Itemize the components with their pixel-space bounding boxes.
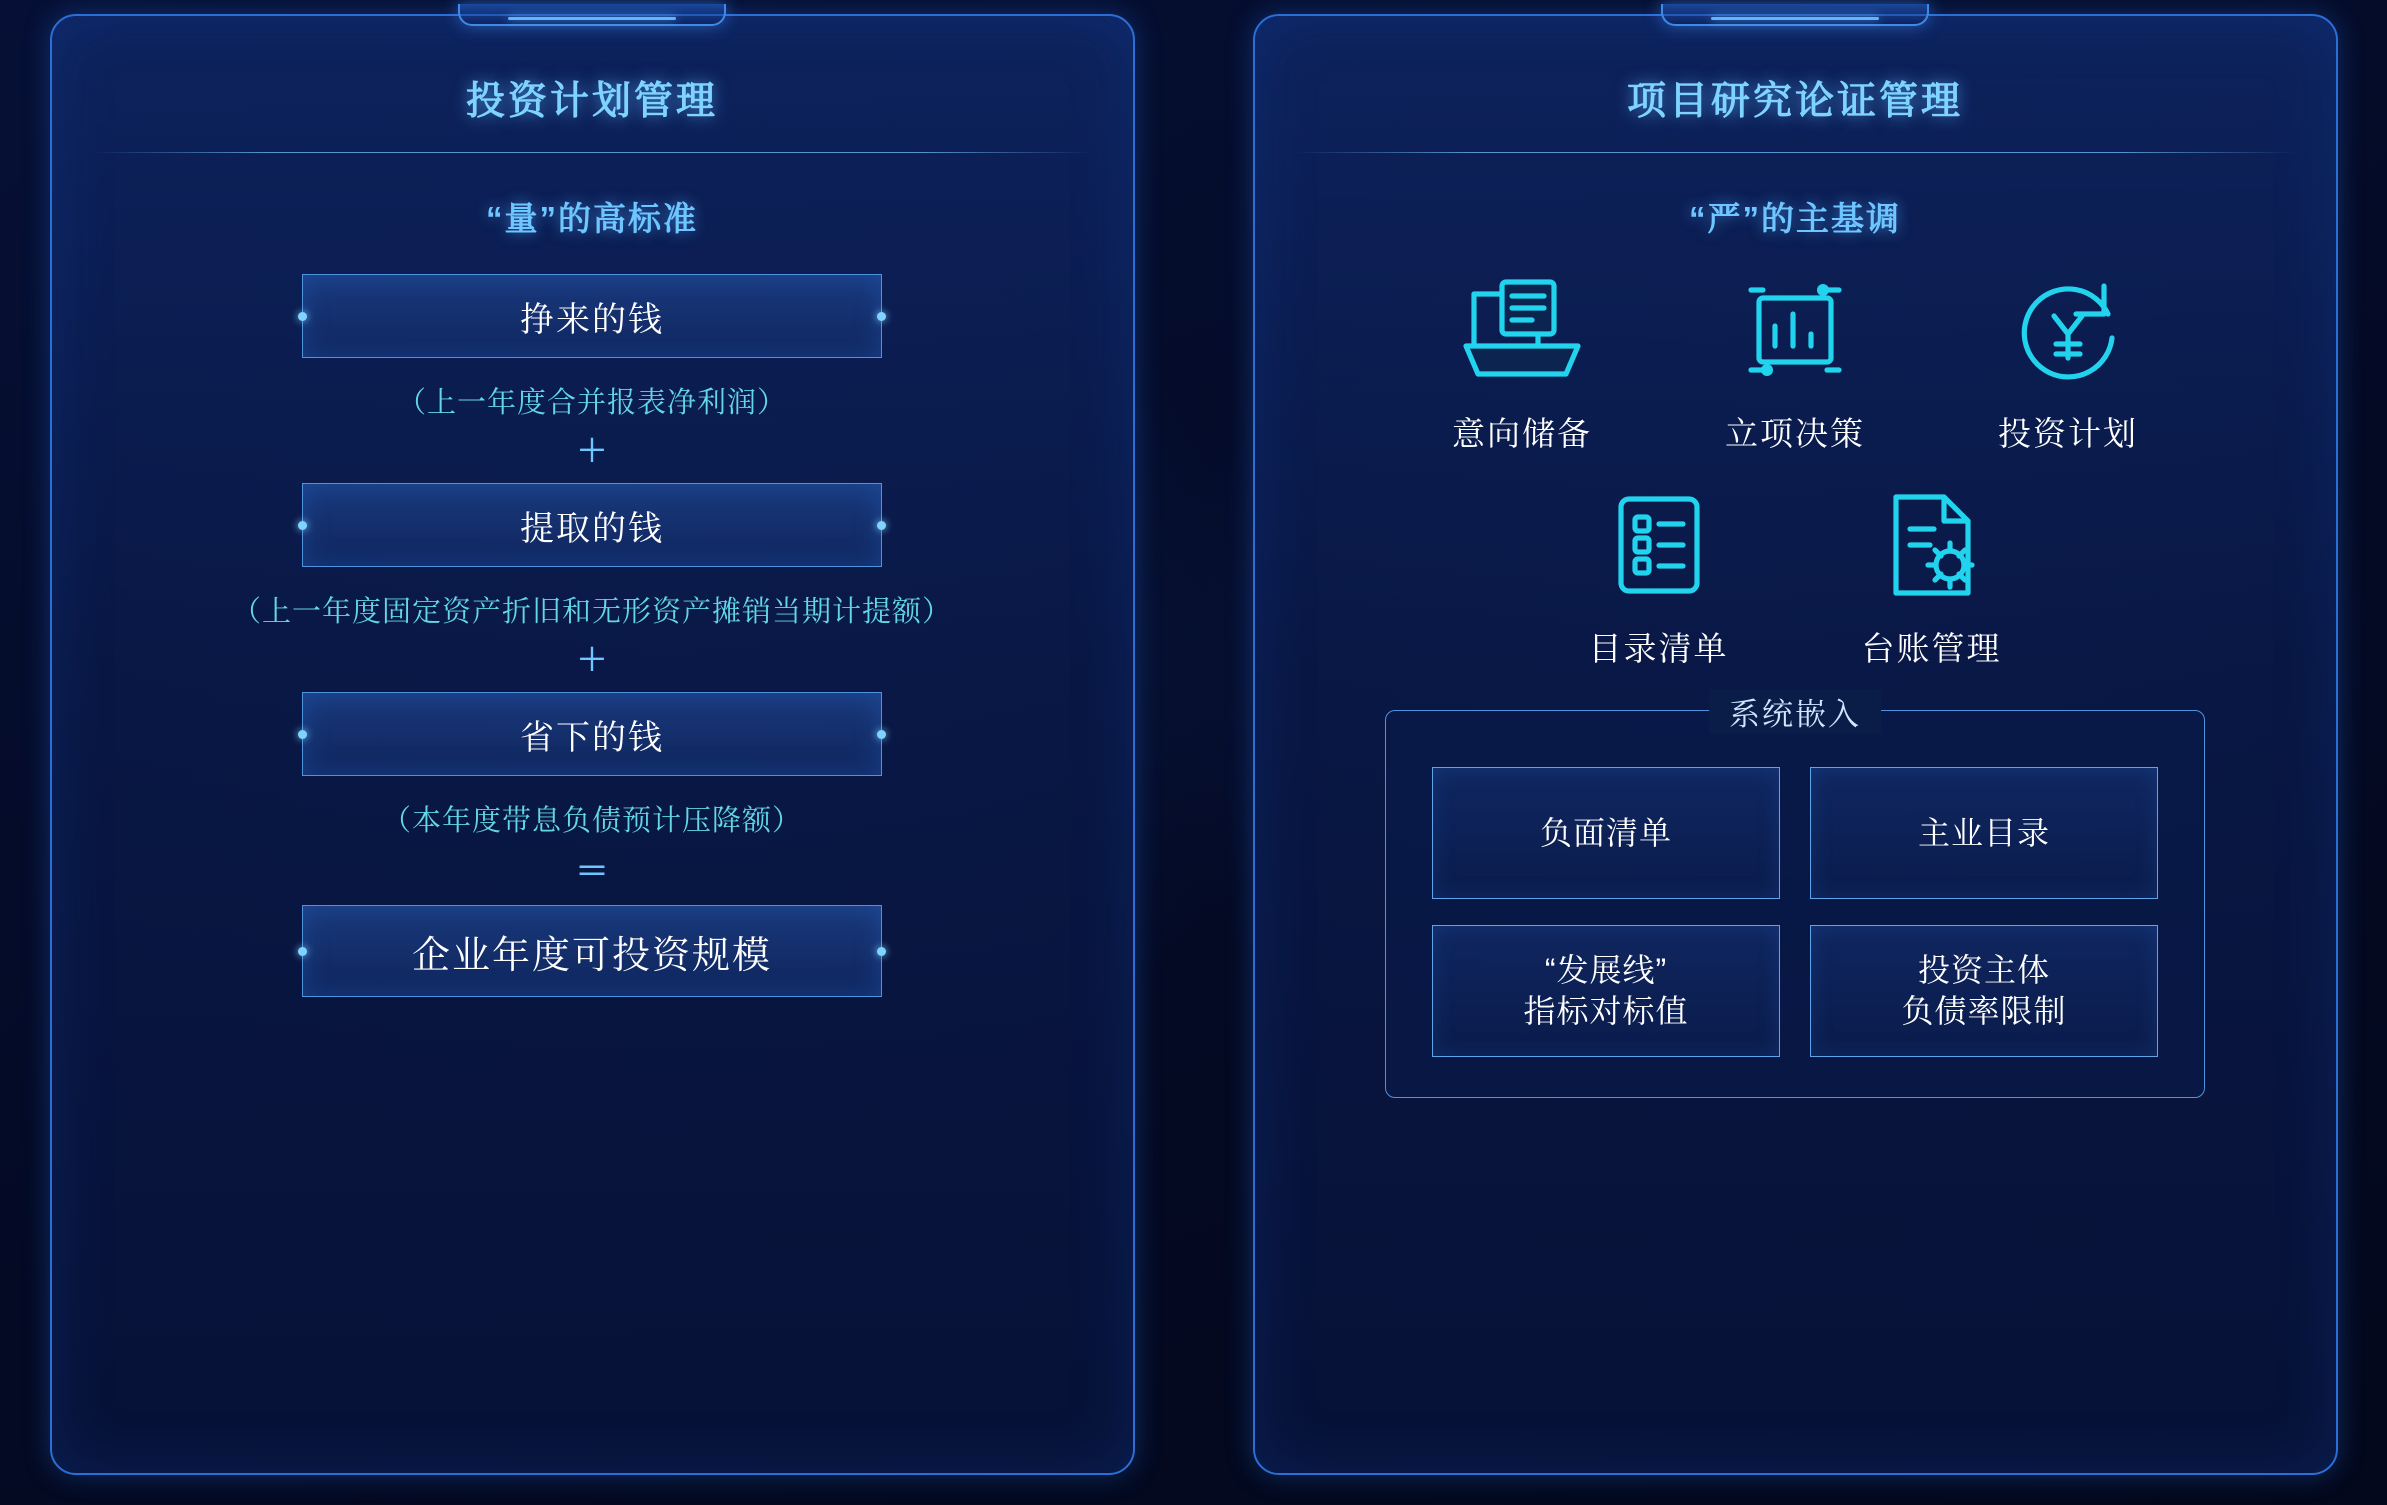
- system-embed-grid: [1432, 767, 2158, 1057]
- flow-operator-plus-1: ＋: [577, 435, 607, 469]
- process-item-label: 投资计划: [1998, 415, 2138, 453]
- connector-dot-left: [298, 947, 307, 956]
- flow-box-label: 企业年度可投资规模: [411, 934, 772, 977]
- folder-document-icon: [1458, 270, 1586, 390]
- connector-dot-left: [298, 521, 307, 530]
- right-panel-title: 项目研究论证管理: [1626, 80, 1963, 123]
- right-title-divider: [1295, 152, 2296, 153]
- flow-box-label: 提取的钱: [520, 509, 664, 548]
- investment-formula-flow: [92, 274, 1093, 997]
- flow-box-earned-money[interactable]: [302, 274, 882, 358]
- connector-dot-left: [298, 730, 307, 739]
- connector-dot-right: [877, 947, 886, 956]
- process-item-investment-plan[interactable]: [1932, 270, 2205, 455]
- flow-box-saved-money[interactable]: [302, 692, 882, 776]
- embed-item-development-line-benchmark[interactable]: [1432, 925, 1780, 1057]
- flow-note-earned-money: （上一年度合并报表净利润）: [396, 387, 787, 420]
- process-item-intent-reserve[interactable]: [1386, 270, 1659, 455]
- left-panel-title: 投资计划管理: [465, 80, 718, 123]
- checklist-icon: [1595, 485, 1723, 605]
- panel-project-research: [1253, 14, 2338, 1475]
- connector-dot-right: [877, 730, 886, 739]
- embed-item-investor-debt-ratio-limit[interactable]: [1810, 925, 2158, 1057]
- flow-operator-plus-2: ＋: [577, 644, 607, 678]
- embed-item-main-business-catalog[interactable]: [1810, 767, 2158, 899]
- panel-investment-plan: [50, 14, 1135, 1475]
- panel-notch-left: [458, 4, 726, 26]
- connector-dot-left: [298, 312, 307, 321]
- process-item-project-decision[interactable]: [1659, 270, 1932, 455]
- right-panel-subtitle: “严”的主基调: [1689, 200, 1901, 238]
- left-panel-subtitle: “量”的高标准: [486, 200, 698, 238]
- connector-dot-right: [877, 312, 886, 321]
- embed-item-negative-list[interactable]: [1432, 767, 1780, 899]
- panel-notch-right: [1661, 4, 1929, 26]
- process-item-label: 意向储备: [1452, 415, 1592, 453]
- flow-operator-equals: ＝: [575, 853, 609, 892]
- flow-box-annual-investment-scale[interactable]: [302, 905, 882, 997]
- process-item-ledger-management[interactable]: [1795, 485, 2068, 670]
- embed-item-line1: “发展线”: [1544, 952, 1668, 989]
- yuan-refresh-icon: [2004, 270, 2132, 390]
- document-gear-icon: [1868, 485, 1996, 605]
- flow-note-extracted-money: （上一年度固定资产折旧和无形资产摊销当期计提额）: [231, 596, 952, 629]
- flow-box-extracted-money[interactable]: [302, 483, 882, 567]
- flow-box-label: 挣来的钱: [520, 300, 664, 339]
- flow-box-label: 省下的钱: [520, 718, 664, 757]
- flow-note-saved-money: （本年度带息负债预计压降额）: [381, 805, 802, 838]
- embed-item-line1: 主业目录: [1917, 814, 2050, 851]
- process-item-label: 目录清单: [1588, 630, 1729, 668]
- process-item-label: 立项决策: [1725, 415, 1865, 453]
- process-item-catalog-list[interactable]: [1522, 485, 1795, 670]
- embed-item-line1: 投资主体: [1917, 952, 2050, 989]
- system-embed-group: [1385, 697, 2205, 1098]
- embed-item-line1: 负面清单: [1539, 814, 1672, 851]
- embed-item-line2: 指标对标值: [1523, 993, 1689, 1030]
- connector-dot-right: [877, 521, 886, 530]
- bar-chart-icon: [1731, 270, 1859, 390]
- system-embed-legend: 系统嵌入: [1709, 689, 1881, 734]
- process-item-label: 台账管理: [1861, 630, 2002, 668]
- left-title-divider: [92, 152, 1093, 153]
- process-icon-grid: [1385, 270, 2205, 700]
- embed-item-line2: 负债率限制: [1901, 993, 2067, 1030]
